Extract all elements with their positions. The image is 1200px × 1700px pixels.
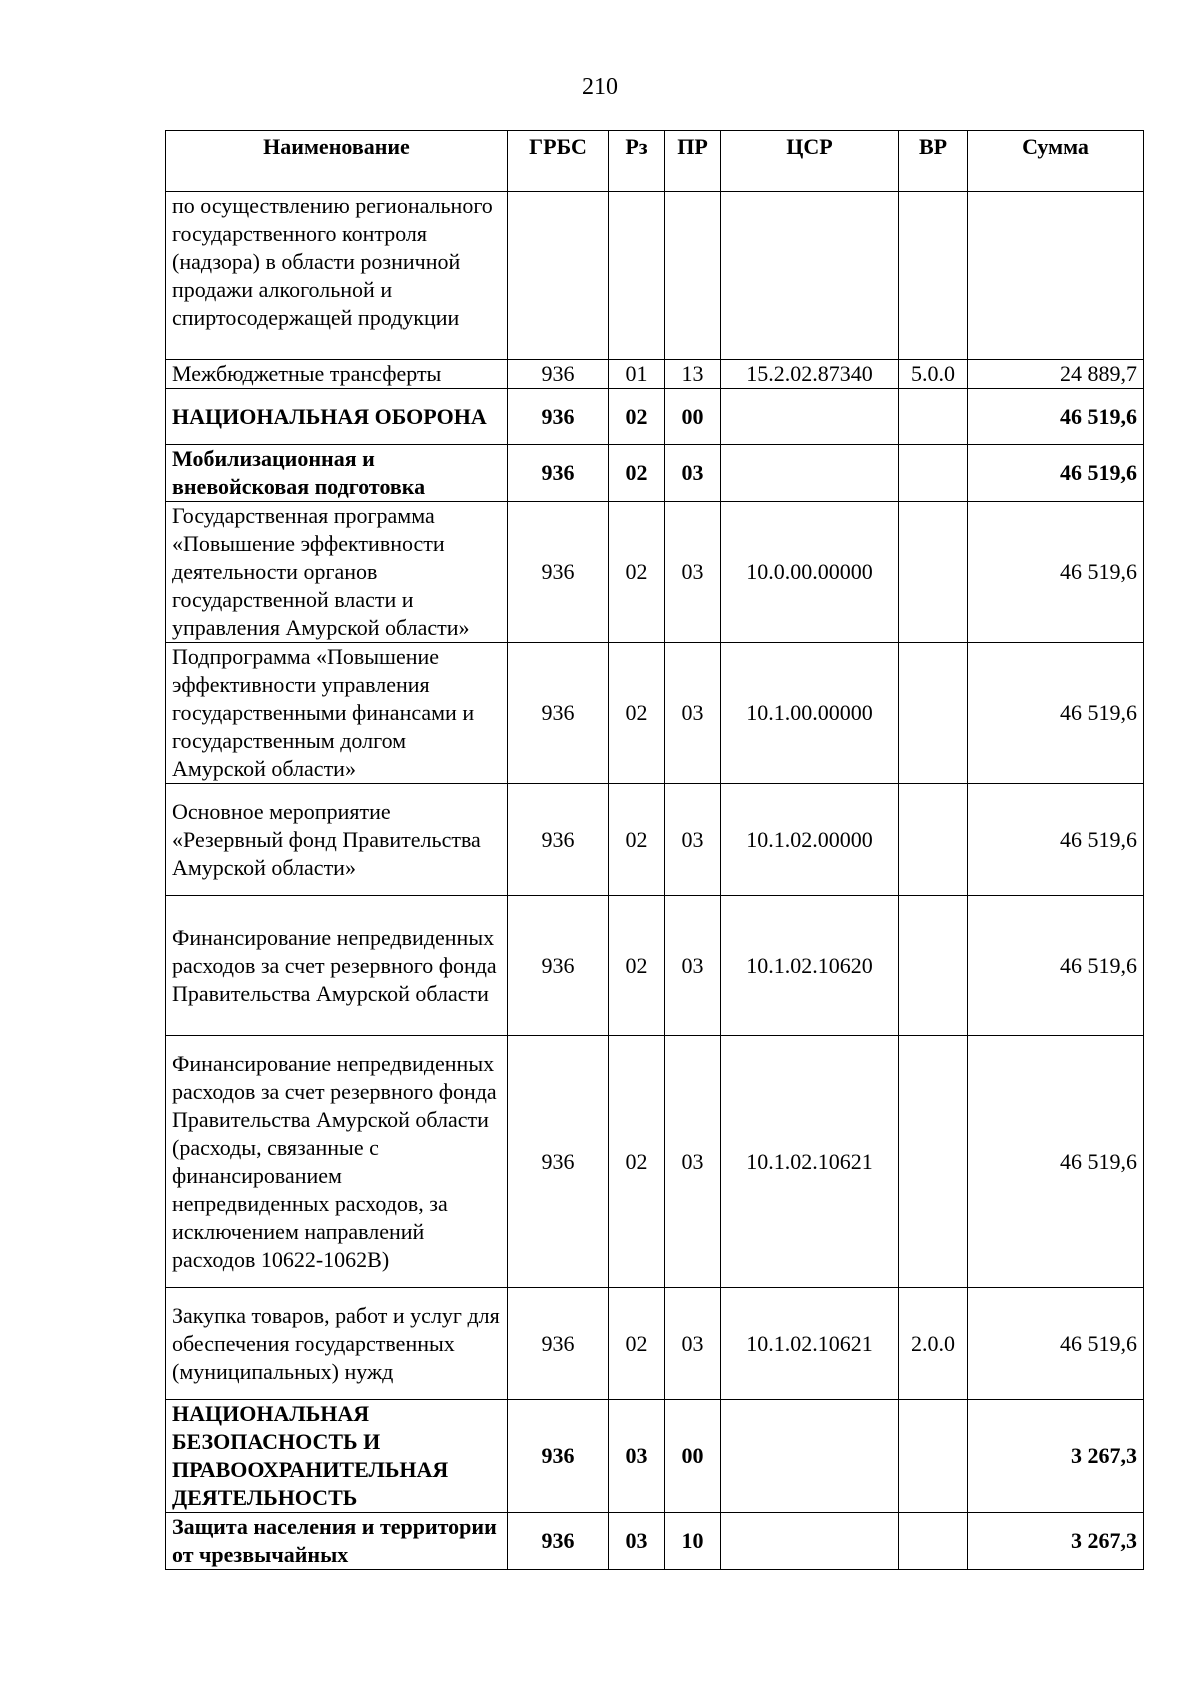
row-sum [968,192,1144,360]
row-pr: 13 [665,360,721,389]
row-sum: 46 519,6 [968,1288,1144,1400]
table-row [166,389,1144,445]
row-name: Финансирование непредвиденных расходов за счет резервного фонда Правительства Амурской области [166,896,508,1036]
page-number: 210 [582,74,618,100]
row-pr [665,192,721,360]
row-vr [899,1513,968,1570]
table-row [166,896,1144,1036]
row-vr [899,784,968,896]
row-csr: 10.1.02.00000 [721,784,899,896]
row-rz: 02 [609,643,665,784]
row-grbs: 936 [508,1513,609,1570]
row-pr: 03 [665,445,721,502]
table-row [166,502,1144,643]
row-csr: 10.1.00.00000 [721,643,899,784]
row-grbs: 936 [508,502,609,643]
row-vr [899,896,968,1036]
header-rz: Рз [609,131,665,192]
row-name: Защита населения и территории от чрезвычайных [166,1513,508,1570]
row-pr: 03 [665,643,721,784]
table-row [166,784,1144,896]
row-rz: 02 [609,445,665,502]
row-sum: 46 519,6 [968,784,1144,896]
row-name: Финансирование непредвиденных расходов за счет резервного фонда Правительства Амурской области (расходы, связанные с финансированием непредвиденных расходов, за исключением направлений расходов 10622-1062В) [166,1036,508,1288]
row-grbs: 936 [508,896,609,1036]
row-rz: 01 [609,360,665,389]
row-vr [899,389,968,445]
row-grbs: 936 [508,389,609,445]
row-pr: 00 [665,1400,721,1513]
row-csr: 15.2.02.87340 [721,360,899,389]
row-grbs: 936 [508,1400,609,1513]
row-pr: 10 [665,1513,721,1570]
row-grbs [508,192,609,360]
row-vr [899,643,968,784]
row-name: Мобилизационная и вневойсковая подготовка [166,445,508,502]
header-pr: ПР [665,131,721,192]
row-vr [899,445,968,502]
row-sum: 46 519,6 [968,896,1144,1036]
header-sum: Сумма [968,131,1144,192]
row-grbs: 936 [508,643,609,784]
table-row [166,643,1144,784]
row-grbs: 936 [508,784,609,896]
row-rz [609,192,665,360]
row-rz: 02 [609,784,665,896]
row-vr [899,1400,968,1513]
row-grbs: 936 [508,1036,609,1288]
row-csr: 10.0.00.00000 [721,502,899,643]
row-pr: 03 [665,502,721,643]
row-sum: 46 519,6 [968,502,1144,643]
row-name: НАЦИОНАЛЬНАЯ ОБОРОНА [166,389,508,445]
row-name: Государственная программа «Повышение эффективности деятельности органов государственной власти и управления Амурской области» [166,502,508,643]
row-name: Основное мероприятие «Резервный фонд Правительства Амурской области» [166,784,508,896]
table-header-row [166,131,1144,192]
row-pr: 00 [665,389,721,445]
row-rz: 02 [609,896,665,1036]
row-grbs: 936 [508,445,609,502]
row-csr: 10.1.02.10620 [721,896,899,1036]
row-pr: 03 [665,896,721,1036]
row-csr: 10.1.02.10621 [721,1036,899,1288]
row-csr [721,389,899,445]
row-rz: 02 [609,502,665,643]
row-rz: 02 [609,389,665,445]
row-csr: 10.1.02.10621 [721,1288,899,1400]
row-csr [721,445,899,502]
table-row [166,1513,1144,1570]
row-pr: 03 [665,784,721,896]
row-vr [899,192,968,360]
row-name: Межбюджетные трансферты [166,360,508,389]
row-sum: 46 519,6 [968,445,1144,502]
row-sum: 46 519,6 [968,1036,1144,1288]
table-row [166,445,1144,502]
table-row [166,192,1144,360]
row-rz: 03 [609,1400,665,1513]
row-vr: 5.0.0 [899,360,968,389]
table-row [166,1288,1144,1400]
row-vr: 2.0.0 [899,1288,968,1400]
budget-table [165,130,1144,1570]
row-name: по осуществлению регионального государственного контроля (надзора) в области розничной продажи алкогольной и спиртосодержащей продукции [166,192,508,360]
header-csr: ЦСР [721,131,899,192]
row-sum: 46 519,6 [968,643,1144,784]
table-row [166,1036,1144,1288]
row-csr [721,1400,899,1513]
row-csr [721,1513,899,1570]
row-sum: 3 267,3 [968,1400,1144,1513]
row-rz: 02 [609,1288,665,1400]
row-rz: 03 [609,1513,665,1570]
row-pr: 03 [665,1036,721,1288]
row-grbs: 936 [508,360,609,389]
row-name: Подпрограмма «Повышение эффективности управления государственными финансами и государственным долгом Амурской области» [166,643,508,784]
row-sum: 46 519,6 [968,389,1144,445]
row-name: НАЦИОНАЛЬНАЯ БЕЗОПАСНОСТЬ И ПРАВООХРАНИТЕЛЬНАЯ ДЕЯТЕЛЬНОСТЬ [166,1400,508,1513]
row-vr [899,1036,968,1288]
header-grbs: ГРБС [508,131,609,192]
header-vr: ВР [899,131,968,192]
row-grbs: 936 [508,1288,609,1400]
row-sum: 3 267,3 [968,1513,1144,1570]
table-row [166,360,1144,389]
row-csr [721,192,899,360]
row-sum: 24 889,7 [968,360,1144,389]
row-pr: 03 [665,1288,721,1400]
header-name: Наименование [166,131,508,192]
row-vr [899,502,968,643]
row-name: Закупка товаров, работ и услуг для обеспечения государственных (муниципальных) нужд [166,1288,508,1400]
table-row [166,1400,1144,1513]
row-rz: 02 [609,1036,665,1288]
